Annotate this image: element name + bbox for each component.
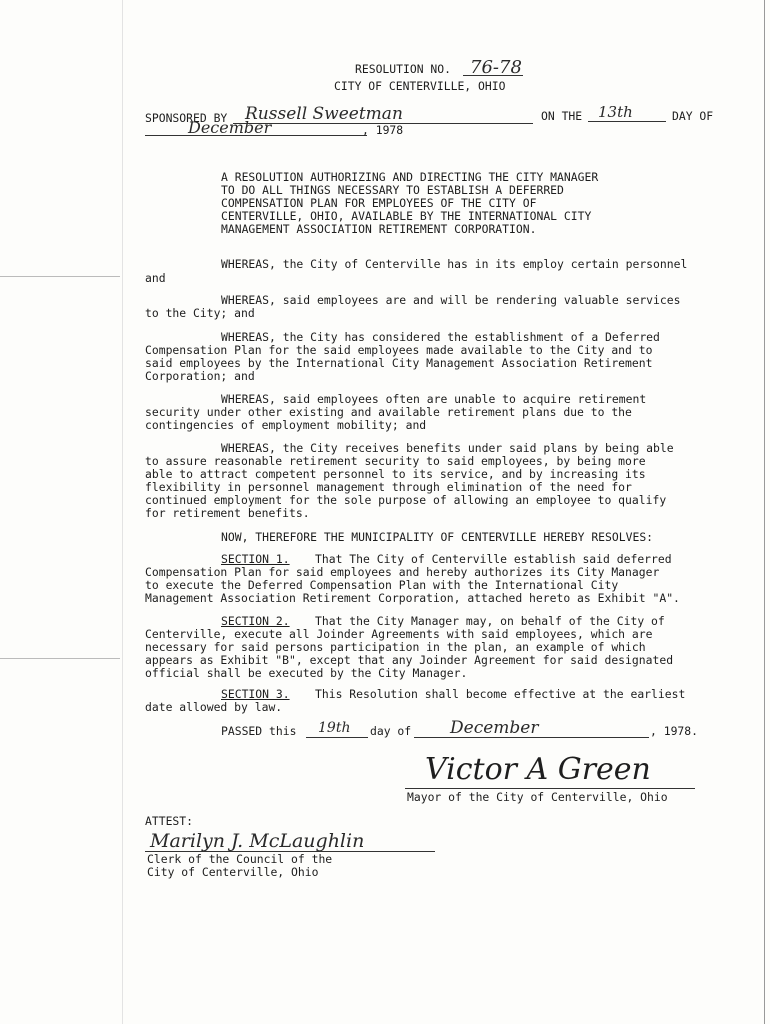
- body-line: This Resolution shall become effective at the earliest: [315, 687, 686, 701]
- left-fold-line: [122, 0, 123, 1024]
- body-line: WHEREAS, the City of Centerville has in its employ certain personnel: [221, 257, 688, 271]
- body-line: for retirement benefits.: [145, 506, 310, 520]
- resolves-line: NOW, THEREFORE THE MUNICIPALITY OF CENTERVILLE HEREBY RESOLVES:: [221, 530, 654, 544]
- body-line: able to attract competent personnel to its service, and by increasing its: [145, 467, 646, 481]
- title-line: MANAGEMENT ASSOCIATION RETIREMENT CORPORATION.: [221, 222, 537, 236]
- body-line: said employees by the International City Management Association Retirement: [145, 356, 653, 370]
- body-line: contingencies of employment mobility; and: [145, 418, 427, 432]
- passed-month: December: [450, 718, 539, 738]
- body-line: date allowed by law.: [145, 700, 283, 714]
- body-line: WHEREAS, said employees are and will be rendering valuable services: [221, 293, 681, 307]
- passed-label: PASSED this: [221, 724, 297, 738]
- passed-day-line: [306, 737, 368, 738]
- title-line: TO DO ALL THINGS NECESSARY TO ESTABLISH A DEFERRED: [221, 183, 564, 197]
- body-line: Centerville, execute all Joinder Agreements with said employees, which are: [145, 627, 653, 641]
- body-line: to the City; and: [145, 306, 255, 320]
- sponsor-month-line: [145, 135, 367, 136]
- attest-label: ATTEST:: [145, 814, 194, 828]
- body-line: Management Association Retirement Corporation, attached hereto as Exhibit "A".: [145, 591, 680, 605]
- body-line: WHEREAS, the City receives benefits under said plans by being able: [221, 441, 674, 455]
- body-line: security under other existing and available retirement plans due to the: [145, 405, 632, 419]
- title-line: CENTERVILLE, OHIO, AVAILABLE BY THE INTERNATIONAL CITY: [221, 209, 592, 223]
- title-line: COMPENSATION PLAN FOR EMPLOYEES OF THE CITY OF: [221, 196, 537, 210]
- section-1-heading: SECTION 1.: [221, 552, 290, 566]
- sponsor-month: December: [188, 118, 272, 137]
- sponsor-year: , 1978: [362, 123, 404, 137]
- passed-day-of: day of: [370, 724, 412, 738]
- day-of-label: DAY OF: [672, 109, 714, 123]
- body-line: That the City Manager may, on behalf of the City of: [315, 614, 665, 628]
- clerk-signature: Marilyn J. McLaughlin: [150, 830, 365, 852]
- body-line: and: [145, 271, 166, 285]
- right-edge-line: [764, 0, 765, 1024]
- title-line: A RESOLUTION AUTHORIZING AND DIRECTING THE CITY MANAGER: [221, 170, 599, 184]
- section-2-heading: SECTION 2.: [221, 614, 290, 628]
- section-3-heading: SECTION 3.: [221, 687, 290, 701]
- body-line: Corporation; and: [145, 369, 255, 383]
- sponsor-day-line: [588, 121, 666, 122]
- resolution-label: RESOLUTION NO.: [355, 62, 452, 76]
- passed-day: 19th: [318, 720, 351, 736]
- body-line: WHEREAS, the City has considered the establishment of a Deferred: [221, 330, 660, 344]
- sponsor-day: 13th: [598, 103, 633, 121]
- clerk-title-line-1: Clerk of the Council of the: [147, 852, 333, 866]
- body-line: necessary for said persons participation in the plan, an example of which: [145, 640, 646, 654]
- body-line: Compensation Plan for the said employees made available to the City and to: [145, 343, 653, 357]
- resolution-number-line: [463, 75, 523, 76]
- city-heading: CITY OF CENTERVILLE, OHIO: [334, 79, 506, 93]
- sponsor-name: Russell Sweetman: [245, 104, 403, 124]
- body-line: WHEREAS, said employees often are unable to acquire retirement: [221, 392, 647, 406]
- left-margin-mark: [0, 276, 120, 277]
- mayor-signature: Victor A Green: [425, 752, 651, 787]
- resolution-number: 76-78: [470, 57, 522, 78]
- body-line: That The City of Centerville establish said deferred: [315, 552, 672, 566]
- body-line: continued employment for the sole purpose of allowing an employee to qualify: [145, 493, 667, 507]
- body-line: appears as Exhibit "B", except that any Joinder Agreement for said designated: [145, 653, 674, 667]
- mayor-signature-line: [405, 788, 695, 789]
- passed-month-line: [414, 737, 649, 738]
- body-line: official shall be executed by the City Manager.: [145, 666, 468, 680]
- clerk-title-line-2: City of Centerville, Ohio: [147, 865, 319, 879]
- body-line: Compensation Plan for said employees and hereby authorizes its City Manager: [145, 565, 660, 579]
- body-line: to execute the Deferred Compensation Plan with the International City: [145, 578, 619, 592]
- sponsored-by-label: SPONSORED BY: [145, 111, 228, 125]
- body-line: to assure reasonable retirement security to said employees, by being more: [145, 454, 646, 468]
- passed-year: , 1978.: [650, 724, 699, 738]
- body-line: flexibility in personnel management through elimination of the need for: [145, 480, 632, 494]
- left-margin-mark: [0, 658, 120, 659]
- on-the-label: ON THE: [541, 109, 583, 123]
- mayor-title: Mayor of the City of Centerville, Ohio: [407, 790, 668, 804]
